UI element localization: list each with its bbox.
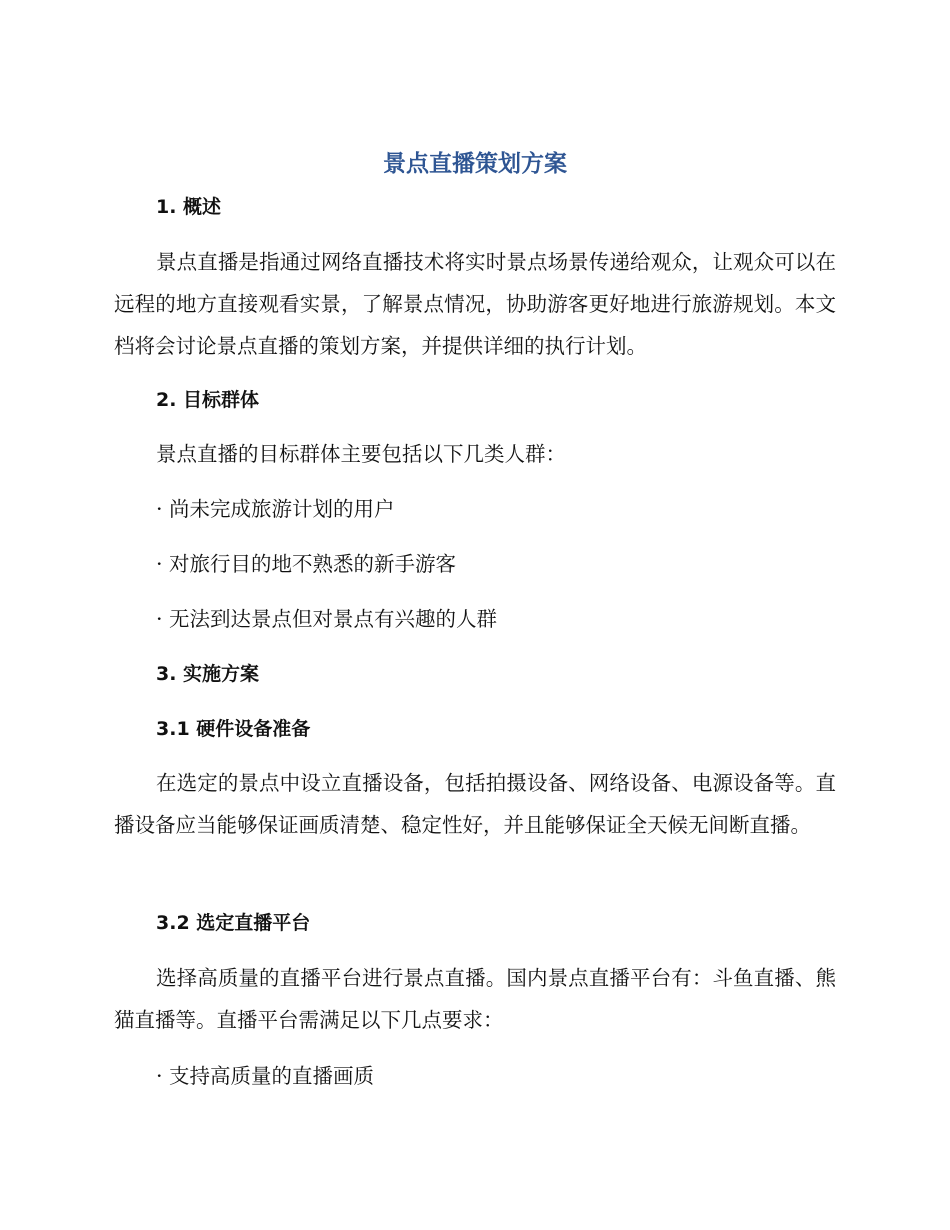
- heading-platform: 3.2 选定直播平台: [156, 912, 311, 934]
- list-item-platform-1: · 支持高质量的直播画质: [156, 1064, 375, 1088]
- document-title: 景点直播策划方案: [383, 151, 567, 177]
- heading-overview: 1. 概述: [156, 196, 222, 218]
- list-item-target-1: · 尚未完成旅游计划的用户: [156, 497, 395, 521]
- list-item-target-3: · 无法到达景点但对景点有兴趣的人群: [156, 607, 498, 631]
- heading-hardware: 3.1 硬件设备准备: [156, 718, 311, 740]
- heading-target-group: 2. 目标群体: [156, 389, 260, 411]
- paragraph-target-intro: 景点直播的目标群体主要包括以下几类人群：: [156, 442, 566, 466]
- heading-implementation: 3. 实施方案: [156, 663, 260, 685]
- paragraph-overview: 景点直播是指通过网络直播技术将实时景点场景传递给观众，让观众可以在远程的地方直接观看实景，了解景点情况，协助游客更好地进行旅游规划。本文档将会讨论景点直播的策划方案，并提供详细的执行计划。: [114, 250, 836, 358]
- paragraph-platform: 选择高质量的直播平台进行景点直播。国内景点直播平台有：斗鱼直播、熊猫直播等。直播平台需满足以下几点要求：: [114, 966, 836, 1032]
- list-item-target-2: · 对旅行目的地不熟悉的新手游客: [156, 552, 457, 576]
- paragraph-hardware: 在选定的景点中设立直播设备，包括拍摄设备、网络设备、电源设备等。直播设备应当能够保证画质清楚、稳定性好，并且能够保证全天候无间断直播。: [114, 771, 836, 837]
